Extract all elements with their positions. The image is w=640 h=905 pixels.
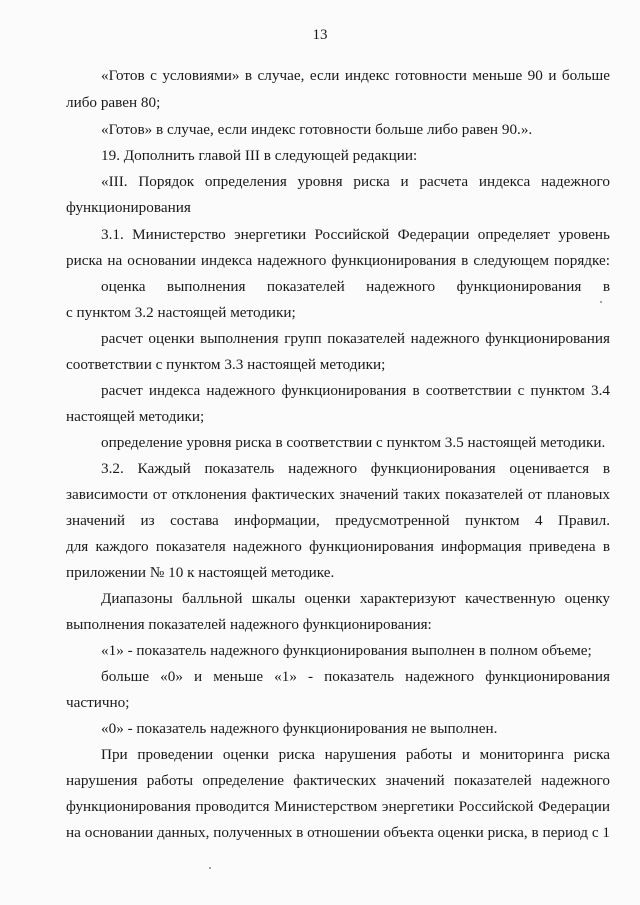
text-line: функционирования xyxy=(66,199,191,216)
page-number: 13 xyxy=(312,27,328,43)
text-line: «Готов с условиями» в случае, если индекс готовности меньше 90 и больше xyxy=(101,67,610,84)
text-line: функционирования проводится Министерством энергетики Российской Федерации xyxy=(66,798,610,815)
text-line: Диапазоны балльной шкалы оценки характеризуют качественную оценку xyxy=(101,590,610,607)
text-line: соответствии с пунктом 3.3 настоящей методики; xyxy=(66,356,386,373)
text-line: зависимости от отклонения фактических значений таких показателей от плановых xyxy=(66,486,610,503)
text-line: расчет индекса надежного функционирования в соответствии с пунктом 3.4 xyxy=(101,382,610,399)
text-line: для каждого показателя надежного функционирования информация приведена в xyxy=(66,538,610,555)
text-line: «III. Порядок определения уровня риска и расчета индекса надежного xyxy=(101,173,610,190)
text-line: с пунктом 3.2 настоящей методики; xyxy=(66,304,296,321)
text-line: на основании данных, полученных в отношении объекта оценки риска, в период с 1 xyxy=(66,824,610,841)
text-line: «1» - показатель надежного функционирования выполнен в полном объеме; xyxy=(101,642,592,659)
scan-artifact xyxy=(600,301,602,303)
text-line: частично; xyxy=(66,694,130,711)
text-line: больше «0» и меньше «1» - показатель надежного функционирования xyxy=(101,668,610,685)
text-line: приложении № 10 к настоящей методике. xyxy=(66,564,335,581)
text-line: либо равен 80; xyxy=(66,94,161,111)
text-line: «0» - показатель надежного функционирования не выполнен. xyxy=(101,720,498,737)
text-line: При проведении оценки риска нарушения работы и мониторинга риска xyxy=(101,746,610,763)
text-line: значений из состава информации, предусмотренной пунктом 4 Правил. xyxy=(66,512,610,529)
text-line: определение уровня риска в соответствии с пунктом 3.5 настоящей методики. xyxy=(101,434,606,451)
text-line: выполнения показателей надежного функционирования: xyxy=(66,616,432,633)
text-line: «Готов» в случае, если индекс готовности больше либо равен 90.». xyxy=(101,121,533,138)
text-line: настоящей методики; xyxy=(66,408,205,425)
text-line: риска на основании индекса надежного функционирования в следующем порядке: xyxy=(66,252,610,269)
text-line: расчет оценки выполнения групп показателей надежного функционирования xyxy=(101,330,610,347)
text-line: нарушения работы определение фактических значений показателей надежного xyxy=(66,772,610,789)
text-line: оценка выполнения показателей надежного функционирования в xyxy=(101,278,610,295)
text-line: 3.2. Каждый показатель надежного функционирования оценивается в xyxy=(101,460,610,477)
text-line: 3.1. Министерство энергетики Российской Федерации определяет уровень xyxy=(101,226,610,243)
text-line: 19. Дополнить главой III в следующей редакции: xyxy=(101,147,418,164)
scan-artifact xyxy=(209,867,211,869)
